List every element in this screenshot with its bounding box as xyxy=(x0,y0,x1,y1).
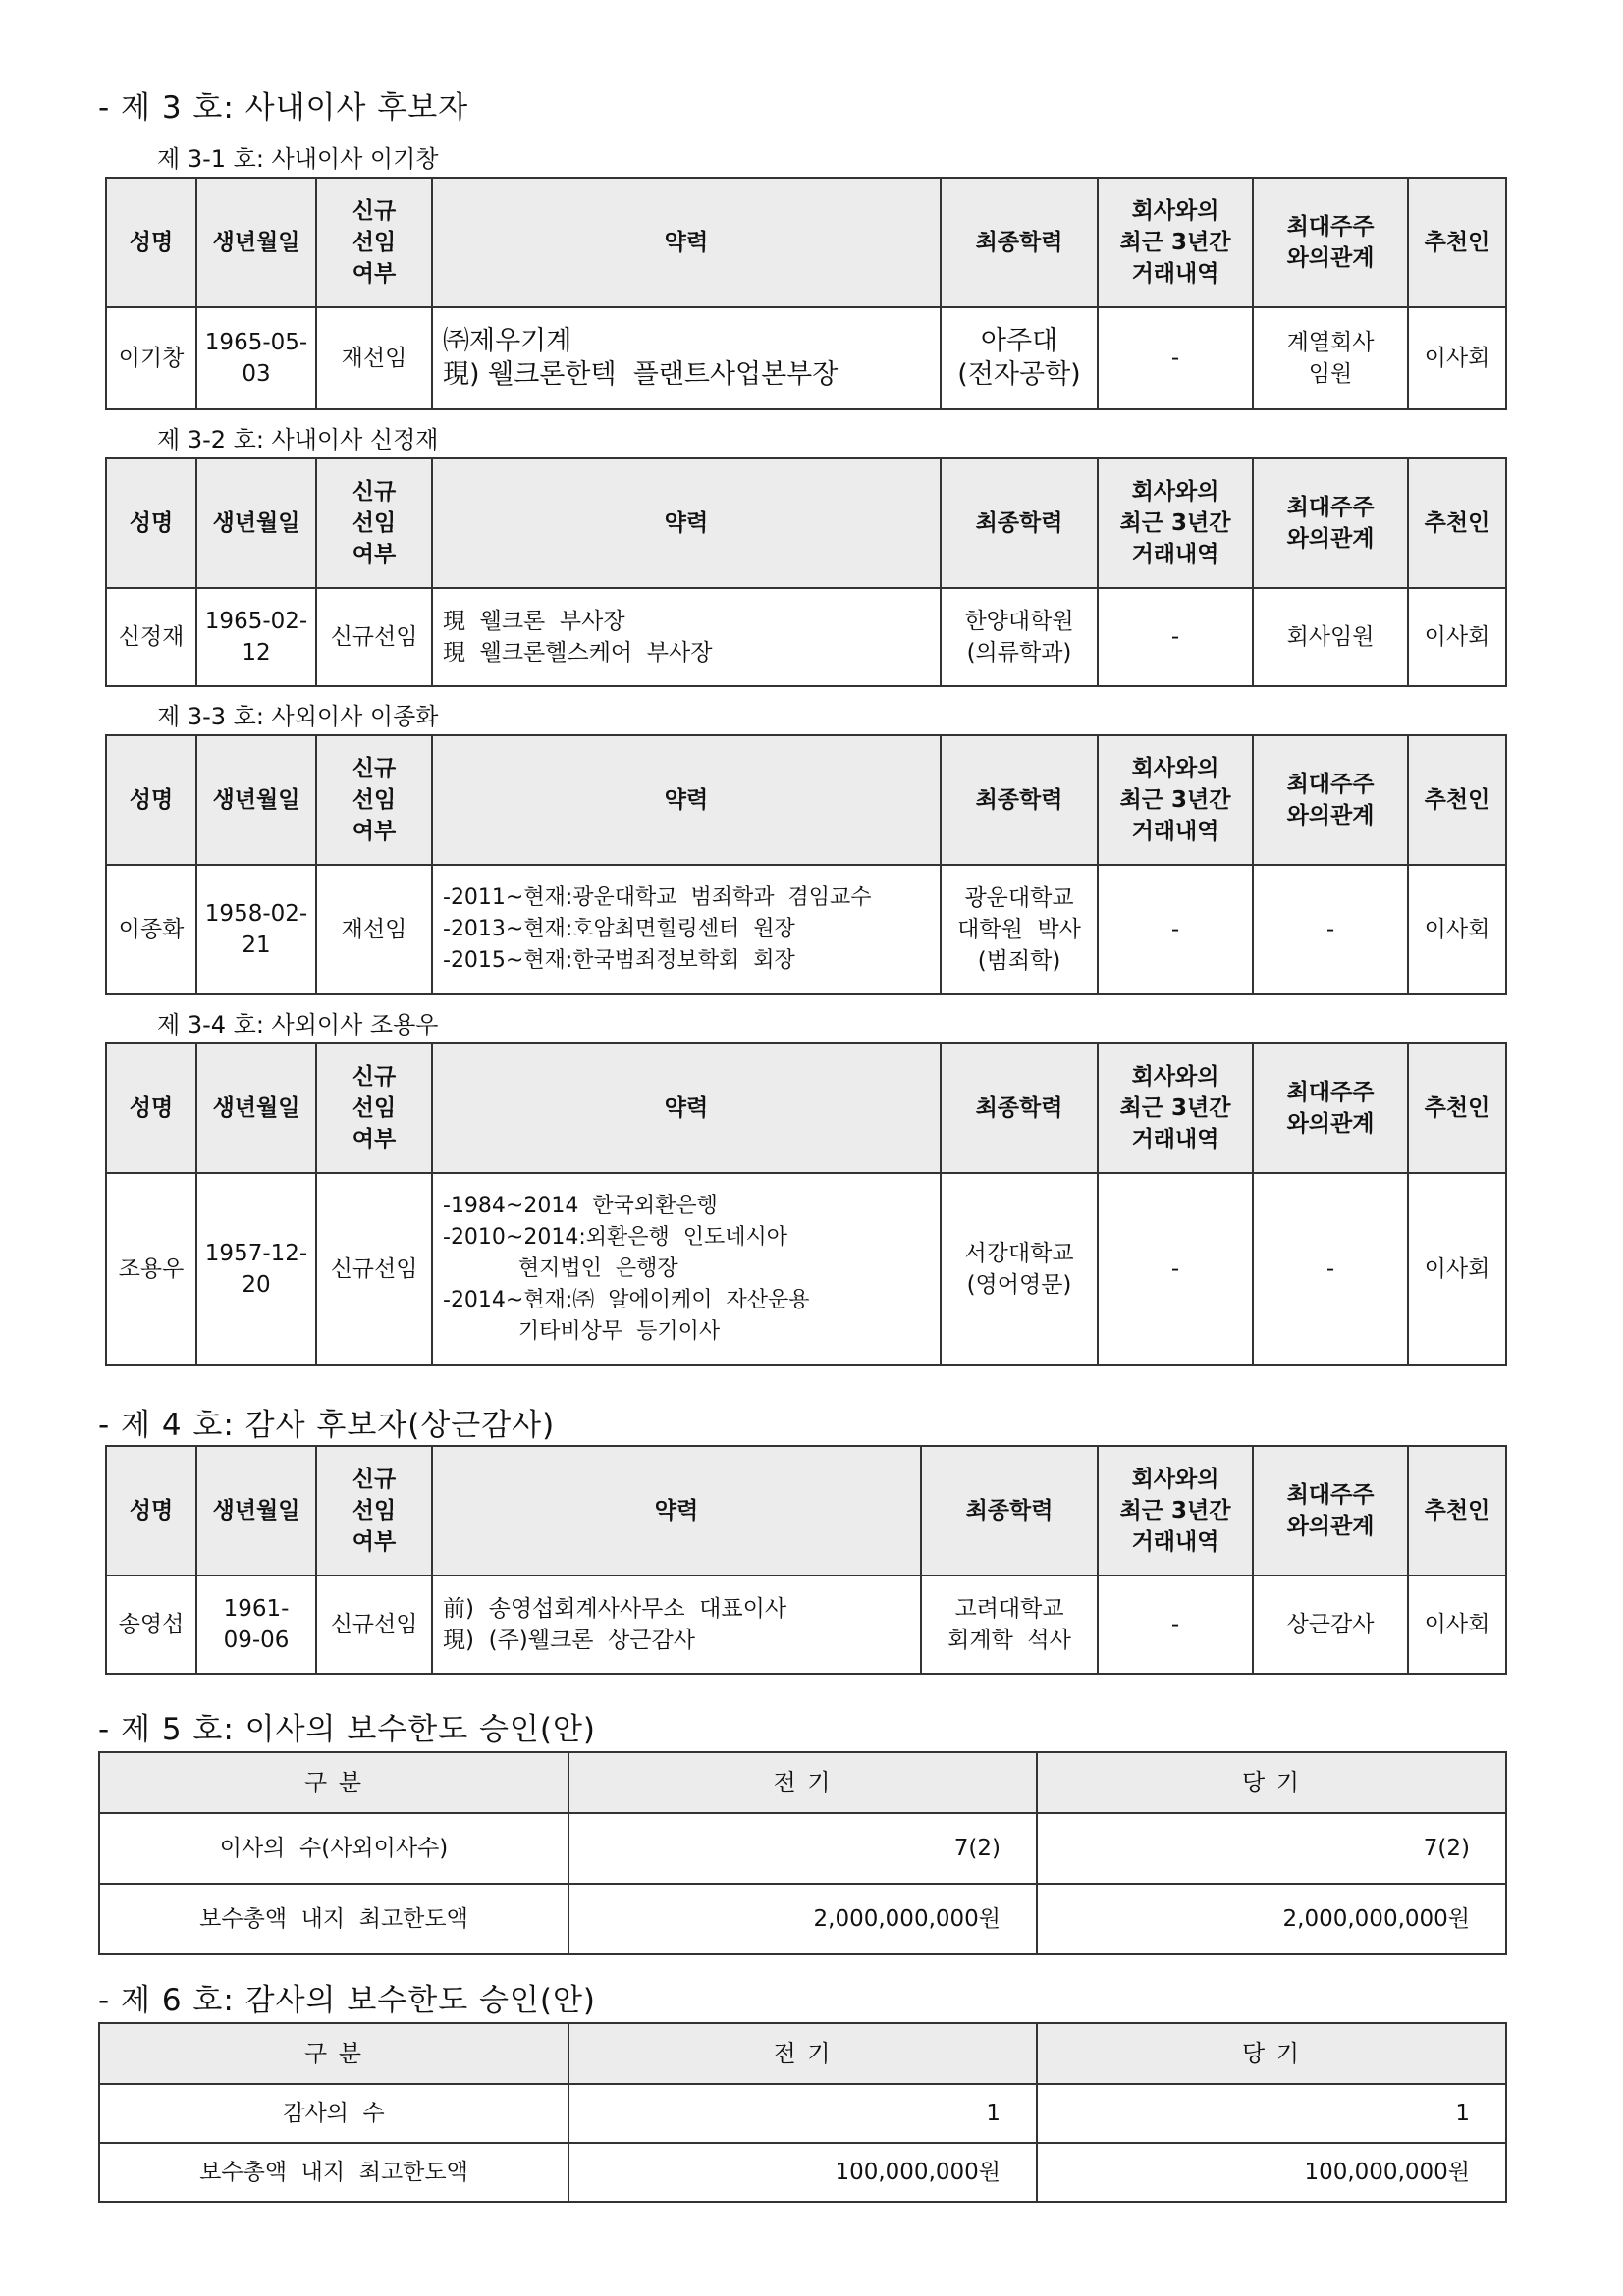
auditor-education: 고려대학교 회계학 석사 xyxy=(921,1575,1098,1674)
header-name: 성명 xyxy=(106,735,196,865)
header-trade: 회사와의 최근 3년간 거래내역 xyxy=(1098,1446,1253,1575)
header-education: 최종학력 xyxy=(941,458,1098,588)
header-new: 신규 선임 여부 xyxy=(316,735,432,865)
candidate-birth: 1965-02- 12 xyxy=(196,588,316,686)
candidate-career: -1984~2014 한국외환은행 -2010~2014:외환은행 인도네시아 현지법인 은행장 -2014~현재:㈜ 알에이케이 자산운용 기타비상무 등기이사 xyxy=(432,1173,941,1365)
header-recommender: 추천인 xyxy=(1408,458,1506,588)
candidate-new: 신규선임 xyxy=(316,1173,432,1365)
header-birth: 생년월일 xyxy=(196,735,316,865)
candidate-name: 신정재 xyxy=(106,588,196,686)
candidate-recommender: 이사회 xyxy=(1408,307,1506,409)
candidate-birth: 1958-02- 21 xyxy=(196,865,316,994)
header-new: 신규 선임 여부 xyxy=(316,458,432,588)
auditor-career: 前) 송영섭회계사사무소 대표이사 現) (주)웰크론 상근감사 xyxy=(432,1575,921,1674)
row-current-value: 1 xyxy=(1037,2084,1506,2143)
header-new: 신규 선임 여부 xyxy=(316,1043,432,1173)
header-career: 약력 xyxy=(432,1446,921,1575)
candidate-relation: 계열회사 임원 xyxy=(1253,307,1408,409)
header-education: 최종학력 xyxy=(941,735,1098,865)
candidate-education: 광운대학교 대학원 박사 (범죄학) xyxy=(941,865,1098,994)
header-new: 신규 선임 여부 xyxy=(316,1446,432,1575)
row-current-value: 100,000,000원 xyxy=(1037,2143,1506,2202)
header-previous-period: 전 기 xyxy=(568,1752,1037,1813)
candidate-name: 이기창 xyxy=(106,307,196,409)
candidate-birth: 1965-05- 03 xyxy=(196,307,316,409)
header-category: 구 분 xyxy=(99,1752,568,1813)
header-category: 구 분 xyxy=(99,2023,568,2084)
header-recommender: 추천인 xyxy=(1408,735,1506,865)
candidate-relation: 회사임원 xyxy=(1253,588,1408,686)
row-previous-value: 2,000,000,000원 xyxy=(568,1884,1037,1954)
candidate-birth: 1957-12- 20 xyxy=(196,1173,316,1365)
candidate-recommender: 이사회 xyxy=(1408,865,1506,994)
candidate-3-4-table xyxy=(105,1042,1507,1366)
header-relation: 최대주주 와의관계 xyxy=(1253,458,1408,588)
header-relation: 최대주주 와의관계 xyxy=(1253,1446,1408,1575)
header-trade: 회사와의 최근 3년간 거래내역 xyxy=(1098,1043,1253,1173)
section-6-title: - 제 6 호: 감사의 보수한도 승인(안) xyxy=(98,1983,597,2018)
header-relation: 최대주주 와의관계 xyxy=(1253,1043,1408,1173)
row-label: 이사의 수(사외이사수) xyxy=(99,1813,568,1884)
candidate-trade: - xyxy=(1098,865,1253,994)
candidate-education: 서강대학교 (영어영문) xyxy=(941,1173,1098,1365)
header-birth: 생년월일 xyxy=(196,178,316,307)
candidate-3-4-title: 제 3-4 호: 사외이사 조용우 xyxy=(157,1011,439,1039)
candidate-name: 이종화 xyxy=(106,865,196,994)
row-label: 보수총액 내지 최고한도액 xyxy=(99,1884,568,1954)
header-education: 최종학력 xyxy=(921,1446,1098,1575)
header-name: 성명 xyxy=(106,1043,196,1173)
header-name: 성명 xyxy=(106,1446,196,1575)
candidate-trade: - xyxy=(1098,1173,1253,1365)
auditor-name: 송영섭 xyxy=(106,1575,196,1674)
header-career: 약력 xyxy=(432,458,941,588)
row-current-value: 2,000,000,000원 xyxy=(1037,1884,1506,1954)
header-career: 약력 xyxy=(432,735,941,865)
header-career: 약력 xyxy=(432,178,941,307)
auditor-birth: 1961- 09-06 xyxy=(196,1575,316,1674)
candidate-education: 아주대 (전자공학) xyxy=(941,307,1098,409)
header-relation: 최대주주 와의관계 xyxy=(1253,178,1408,307)
auditor-trade: - xyxy=(1098,1575,1253,1674)
section-5-title: - 제 5 호: 이사의 보수한도 승인(안) xyxy=(98,1712,597,1747)
header-trade: 회사와의 최근 3년간 거래내역 xyxy=(1098,735,1253,865)
section-4-title: - 제 4 호: 감사 후보자(상근감사) xyxy=(98,1408,556,1443)
candidate-career: 現 웰크론 부사장 現 웰크론헬스케어 부사장 xyxy=(432,588,941,686)
header-trade: 회사와의 최근 3년간 거래내역 xyxy=(1098,178,1253,307)
header-recommender: 추천인 xyxy=(1408,1043,1506,1173)
header-name: 성명 xyxy=(106,458,196,588)
auditor-new: 신규선임 xyxy=(316,1575,432,1674)
header-current-period: 당 기 xyxy=(1037,2023,1506,2084)
header-recommender: 추천인 xyxy=(1408,178,1506,307)
candidate-relation: - xyxy=(1253,1173,1408,1365)
header-name: 성명 xyxy=(106,178,196,307)
candidate-trade: - xyxy=(1098,307,1253,409)
row-previous-value: 7(2) xyxy=(568,1813,1037,1884)
section-3-title: - 제 3 호: 사내이사 후보자 xyxy=(98,90,469,126)
header-birth: 생년월일 xyxy=(196,458,316,588)
director-compensation-table xyxy=(98,1751,1507,1955)
candidate-3-3-table xyxy=(105,734,1507,995)
row-previous-value: 1 xyxy=(568,2084,1037,2143)
auditor-recommender: 이사회 xyxy=(1408,1575,1506,1674)
candidate-3-1-title: 제 3-1 호: 사내이사 이기창 xyxy=(157,145,439,173)
header-new: 신규 선임 여부 xyxy=(316,178,432,307)
candidate-3-2-title: 제 3-2 호: 사내이사 신정재 xyxy=(157,426,439,454)
header-previous-period: 전 기 xyxy=(568,2023,1037,2084)
auditor-candidate-table xyxy=(105,1445,1507,1675)
row-label: 감사의 수 xyxy=(99,2084,568,2143)
candidate-3-2-table xyxy=(105,457,1507,687)
header-education: 최종학력 xyxy=(941,1043,1098,1173)
header-education: 최종학력 xyxy=(941,178,1098,307)
candidate-recommender: 이사회 xyxy=(1408,1173,1506,1365)
candidate-education: 한양대학원 (의류학과) xyxy=(941,588,1098,686)
candidate-3-3-title: 제 3-3 호: 사외이사 이종화 xyxy=(157,703,439,730)
candidate-new: 재선임 xyxy=(316,307,432,409)
header-birth: 생년월일 xyxy=(196,1043,316,1173)
header-relation: 최대주주 와의관계 xyxy=(1253,735,1408,865)
header-birth: 생년월일 xyxy=(196,1446,316,1575)
row-current-value: 7(2) xyxy=(1037,1813,1506,1884)
candidate-name: 조용우 xyxy=(106,1173,196,1365)
header-recommender: 추천인 xyxy=(1408,1446,1506,1575)
candidate-3-1-table xyxy=(105,177,1507,410)
header-career: 약력 xyxy=(432,1043,941,1173)
header-current-period: 당 기 xyxy=(1037,1752,1506,1813)
candidate-new: 재선임 xyxy=(316,865,432,994)
candidate-new: 신규선임 xyxy=(316,588,432,686)
auditor-compensation-table xyxy=(98,2022,1507,2203)
header-trade: 회사와의 최근 3년간 거래내역 xyxy=(1098,458,1253,588)
row-label: 보수총액 내지 최고한도액 xyxy=(99,2143,568,2202)
auditor-relation: 상근감사 xyxy=(1253,1575,1408,1674)
candidate-career: ㈜제우기계 現) 웰크론한텍 플랜트사업본부장 xyxy=(432,307,941,409)
candidate-recommender: 이사회 xyxy=(1408,588,1506,686)
row-previous-value: 100,000,000원 xyxy=(568,2143,1037,2202)
candidate-relation: - xyxy=(1253,865,1408,994)
candidate-trade: - xyxy=(1098,588,1253,686)
candidate-career: -2011~현재:광운대학교 범죄학과 겸임교수 -2013~현재:호암최면힐링센터 원장 -2015~현재:한국범죄정보학회 회장 xyxy=(432,865,941,994)
